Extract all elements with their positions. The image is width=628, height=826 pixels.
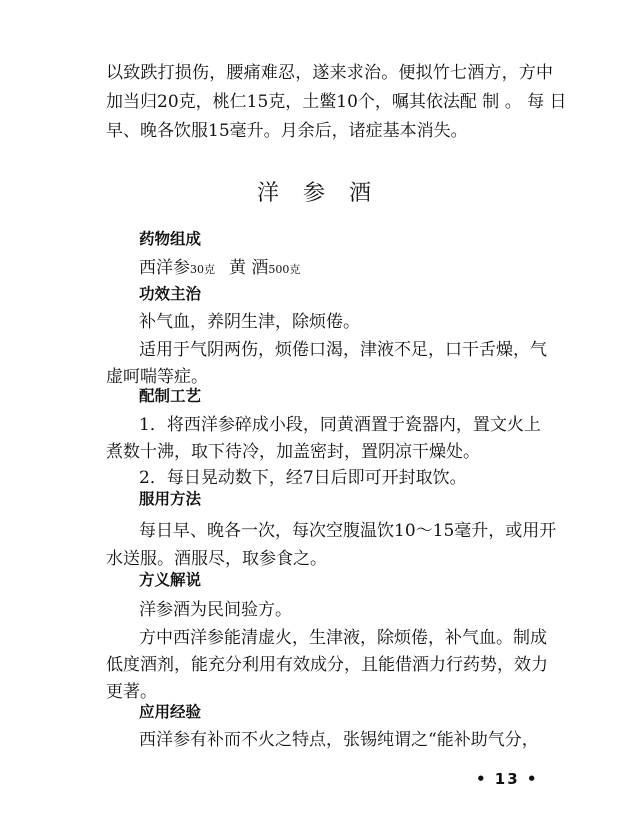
ingredients-line — [139, 257, 300, 281]
section-heading-usage: 服用方法 — [139, 490, 202, 508]
section-heading-effects: 功效主治 — [139, 285, 202, 303]
paragraph-line: 补气血，养阴生津，除烦倦。 — [139, 312, 360, 332]
ingredient-quantity: 500克 — [268, 263, 301, 276]
paragraph-line: 适用于气阴两伤，烦倦口渴，津液不足，口干舌燥，气 — [139, 340, 547, 360]
paragraph-line: 1．将西洋参碎成小段，同黄酒置于瓷器内，置文火上 — [139, 415, 541, 435]
page-number: • 13 • — [476, 770, 539, 788]
section-heading-explanation: 方义解说 — [139, 571, 202, 589]
paragraph-line: 低度酒剂，能充分利用有效成分，且能借酒力行药势，效力 — [106, 655, 548, 675]
intro-line: 早、晚各饮服15毫升。月余后，诸症基本消失。 — [106, 121, 468, 141]
recipe-title: 洋参酒 — [256, 181, 395, 206]
section-heading-composition: 药物组成 — [139, 230, 202, 248]
ingredient-quantity: 30克 — [190, 263, 215, 276]
paragraph-line: 更著。 — [106, 682, 157, 702]
ingredient-name: 黄 酒 — [229, 258, 269, 278]
paragraph-line: 方中西洋参能清虚火，生津液，除烦倦，补气血。制成 — [139, 628, 547, 648]
intro-line: 以致跌打损伤，腰痛难忍，遂来求治。便拟竹七酒方，方中 — [106, 63, 554, 83]
paragraph-line: 西洋参有补而不火之特点，张锡纯谓之“能补助气分， — [139, 730, 539, 750]
intro-line: 加当归20克，桃仁15克，土鳖10个，嘱其依法配 制 。 每 日 — [106, 92, 567, 112]
paragraph-line: 2．每日晃动数下，经7日后即可开封取饮。 — [139, 468, 467, 488]
paragraph-line: 煮数十沸，取下待冷，加盖密封，置阴凉干燥处。 — [106, 442, 480, 462]
paragraph-line: 水送服。酒服尽，取参食之。 — [106, 549, 327, 569]
section-heading-experience: 应用经验 — [139, 703, 202, 721]
paragraph-line: 虚呵喘等症。 — [106, 367, 208, 387]
section-heading-preparation: 配制工艺 — [139, 387, 202, 405]
paragraph-line: 洋参酒为民间验方。 — [139, 600, 292, 620]
paragraph-line: 每日早、晚各一次，每次空腹温饮10～15毫升，或用开 — [139, 521, 557, 541]
ingredient-name: 西洋参 — [139, 258, 190, 278]
